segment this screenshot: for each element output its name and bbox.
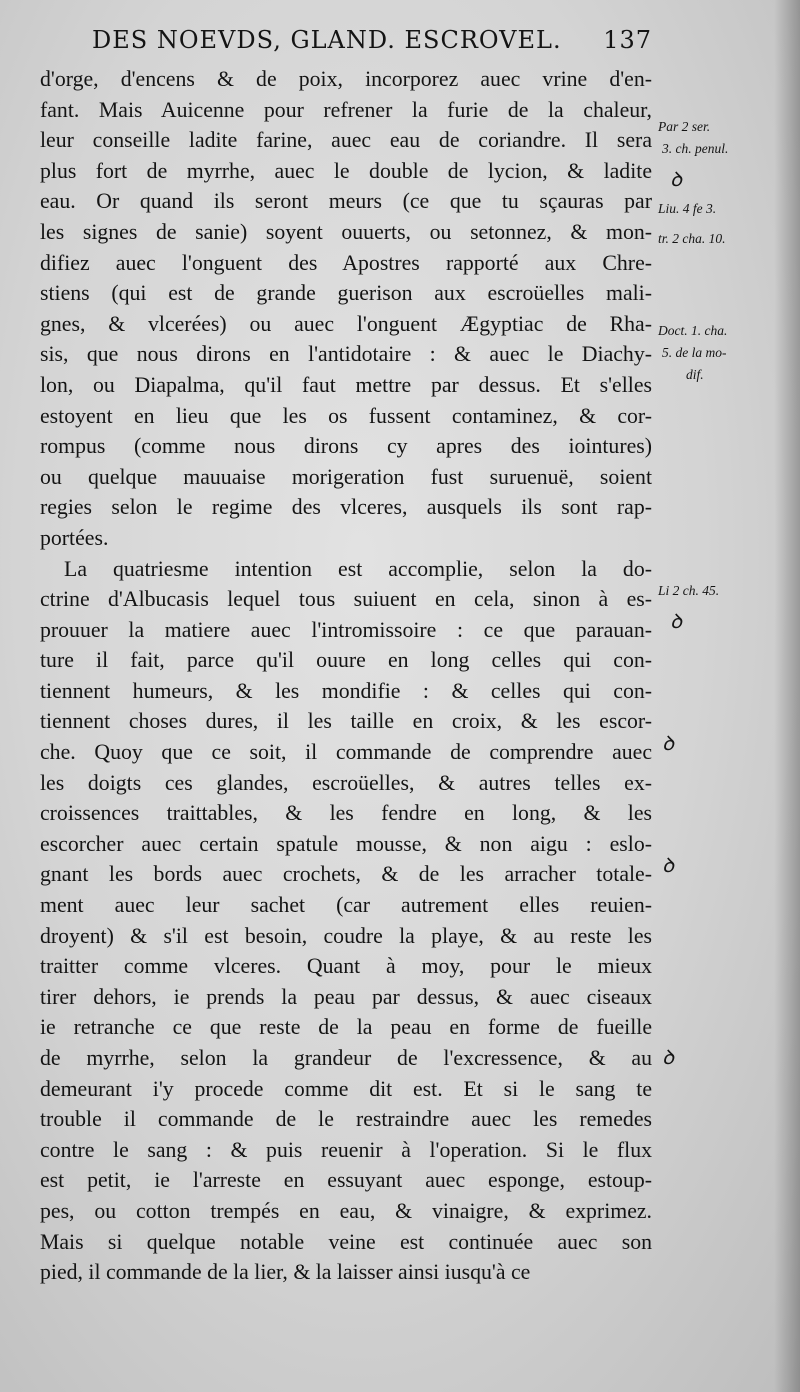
- text-line: droyent) & s'il est besoin, coudre la playe, & au reste les: [40, 923, 652, 948]
- marginal-sign-icon: ꝺ: [662, 1047, 674, 1069]
- margin-note: 3. ch. penul.: [662, 141, 729, 156]
- page-number: 137: [603, 26, 652, 54]
- text-line: gnant les bords auec crochets, & de les arracher totale-: [40, 862, 652, 887]
- text-line: tiennent choses dures, il les taille en croix, & les escor-: [40, 709, 652, 734]
- text-line: portées.: [40, 525, 109, 550]
- text-line: les signes de sanie) soyent ouuerts, ou setonnez, & mon-: [40, 219, 652, 244]
- text-line: eau. Or quand ils seront meurs (ce que tu sçauras par: [40, 189, 652, 214]
- text-line: lon, ou Diapalma, qu'il faut mettre par dessus. Et s'elles: [40, 372, 652, 397]
- margin-note: Li 2 ch. 45.: [658, 583, 720, 598]
- text-line: estoyent en lieu que les os fussent contaminez, & cor-: [40, 403, 652, 428]
- text-line: La quatriesme intention est accomplie, selon la do-: [64, 556, 652, 581]
- body-text: [40, 64, 652, 1288]
- text-line: pes, ou cotton trempés en eau, & vinaigre, & exprimez.: [40, 1198, 652, 1223]
- text-line: ctrine d'Albucasis lequel tous suiuent en cela, sinon à es-: [40, 587, 652, 612]
- text-line: stiens (qui est de grande guerison aux escroüelles mali-: [40, 281, 652, 306]
- running-title: DES NOEVDS, GLAND. ESCROVEL.: [92, 26, 562, 54]
- text-line: ou quelque mauuaise morigeration fust suruenuë, soient: [40, 464, 652, 489]
- text-line: gnes, & vlcerées) ou auec l'onguent Ægyptiac de Rha-: [40, 311, 652, 336]
- margin-note: tr. 2 cha. 10.: [658, 231, 726, 246]
- margin-note: 5. de la mo-: [662, 345, 727, 360]
- text-line: sis, que nous dirons en l'antidotaire : & auec le Diachy-: [40, 342, 652, 367]
- running-head: [92, 26, 652, 54]
- text-line: les doigts ces glandes, escroüelles, & autres telles ex-: [40, 770, 652, 795]
- text-line: pied, il commande de la lier, & la laisser ainsi iusqu'à ce: [40, 1260, 531, 1285]
- text-line: leur conseille ladite farine, auec eau de coriandre. Il sera: [40, 128, 652, 153]
- margin-note: Par 2 ser.: [658, 119, 711, 134]
- text-line: de myrrhe, selon la grandeur de l'excressence, & au: [40, 1046, 652, 1070]
- marginal-sign-icon: ꝺ: [662, 733, 674, 755]
- text-line: tiennent humeurs, & les mondifie : & celles qui con-: [40, 678, 652, 703]
- margin-note: dif.: [686, 367, 704, 382]
- text-line: traitter comme vlceres. Quant à moy, pour le mieux: [40, 954, 652, 979]
- text-line: est petit, ie l'arreste en essuyant auec esponge, estoup-: [40, 1168, 652, 1193]
- text-line: che. Quoy que ce soit, il commande de comprendre auec: [40, 740, 652, 765]
- text-line: Mais si quelque notable veine est continuée auec son: [40, 1229, 652, 1254]
- text-line: fant. Mais Auicenne pour refrener la furie de la chaleur,: [40, 97, 652, 122]
- text-line: d'orge, d'encens & de poix, incorporez auec vrine d'en-: [40, 67, 652, 91]
- text-line: tirer dehors, ie prends la peau par dessus, & auec ciseaux: [40, 984, 652, 1009]
- marginal-sign-icon: ꝺ: [662, 855, 674, 877]
- text-line: plus fort de myrrhe, auec le double de lycion, & ladite: [40, 158, 652, 183]
- text-line: regies selon le regime des vlceres, ausquels ils sont rap-: [40, 495, 652, 520]
- margin-note: Liu. 4 fe 3.: [658, 201, 717, 216]
- text-line: trouble il commande de le restraindre auec les remedes: [40, 1107, 652, 1132]
- text-line: ture il fait, parce qu'il ouure en long celles qui con-: [40, 648, 652, 673]
- text-line: demeurant i'y procede comme dit est. Et si le sang te: [40, 1076, 652, 1101]
- text-line: prouuer la matiere auec l'intromissoire : ce que parauan-: [40, 617, 652, 642]
- text-line: difiez auec l'onguent des Apostres rapporté aux Chre-: [40, 250, 652, 275]
- text-line: ie retranche ce que reste de la peau en forme de fueille: [40, 1015, 652, 1040]
- text-line: croissences traittables, & les fendre en long, & les: [40, 801, 652, 826]
- text-line: ment auec leur sachet (car autrement elles reuien-: [40, 893, 652, 918]
- text-line: escorcher auec certain spatule mousse, & non aigu : eslo-: [40, 831, 652, 856]
- text-line: contre le sang : & puis reuenir à l'operation. Si le flux: [40, 1137, 652, 1162]
- marginal-sign-icon: ꝺ: [670, 611, 682, 633]
- margin-note: Doct. 1. cha.: [658, 323, 728, 338]
- marginal-sign-icon: ꝺ: [670, 169, 682, 191]
- text-line: rompus (comme nous dirons cy apres des iointures): [40, 434, 652, 459]
